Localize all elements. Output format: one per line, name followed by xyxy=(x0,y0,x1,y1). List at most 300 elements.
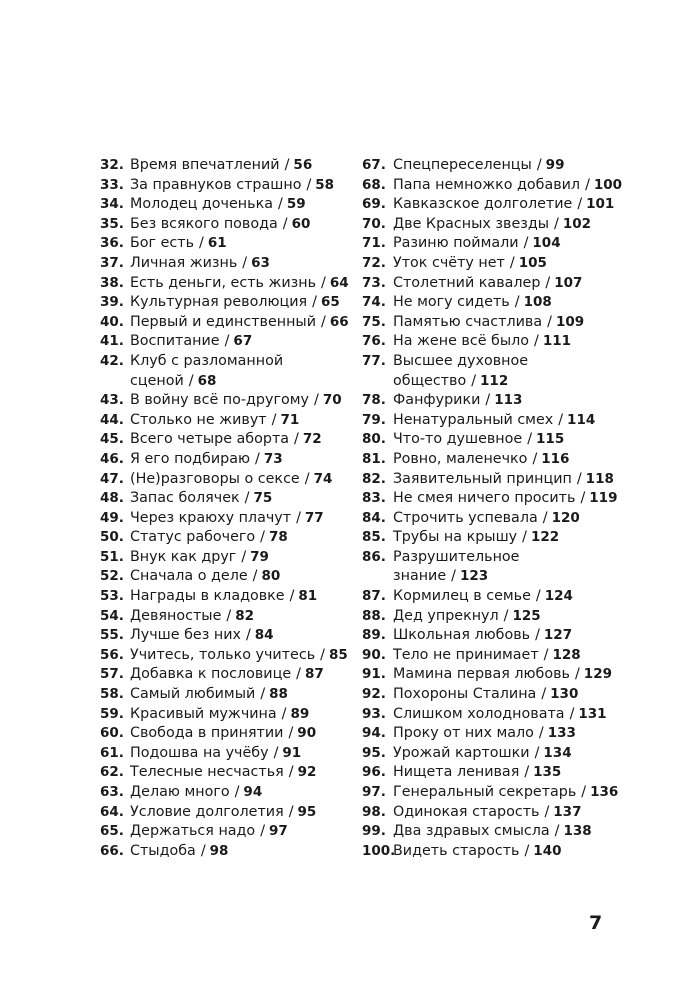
toc-entry-number: 75. xyxy=(362,313,386,330)
toc-entry xyxy=(362,548,612,587)
toc-entry-title: Фанфурики xyxy=(393,392,481,409)
toc-entry-number: 61. xyxy=(100,744,124,761)
toc-entry-body xyxy=(130,567,280,587)
toc-entry-title-line xyxy=(393,293,552,313)
toc-entry xyxy=(100,450,350,470)
toc-entry-title: Ненатуральный смех xyxy=(393,411,554,428)
toc-entry-body xyxy=(130,411,299,431)
toc-entry-title-line xyxy=(130,528,288,548)
toc-page-number: 131 xyxy=(578,705,607,722)
toc-entry xyxy=(100,313,350,333)
toc-separator: / xyxy=(289,588,295,605)
toc-entry-title-line xyxy=(393,646,581,666)
toc-page-number: 99 xyxy=(545,157,565,173)
toc-entry-body xyxy=(130,724,316,744)
toc-separator: / xyxy=(523,235,529,252)
toc-entry-number: 83. xyxy=(362,490,386,507)
toc-entry xyxy=(362,646,612,666)
toc-entry-number: 34. xyxy=(100,196,124,213)
toc-entry-body xyxy=(393,156,564,176)
toc-entry xyxy=(362,705,612,725)
toc-entry-body xyxy=(393,254,547,274)
toc-entry-title-line xyxy=(393,528,559,548)
toc-separator: / xyxy=(296,666,301,683)
toc-entry-body xyxy=(130,489,272,509)
toc-entry-title-line xyxy=(130,215,310,235)
toc-entry xyxy=(100,489,350,509)
toc-entry-body xyxy=(393,450,569,470)
toc-entry-title-line xyxy=(393,842,561,862)
toc-page-number: 104 xyxy=(532,235,561,252)
toc-separator: / xyxy=(534,744,540,761)
toc-entry-title-line xyxy=(393,411,595,431)
toc-entry-title: Спецпереселенцы xyxy=(393,157,532,173)
toc-entry-title: Видеть старость xyxy=(393,842,520,859)
toc-entry-title: Личная жизнь xyxy=(130,254,238,271)
toc-page-number: 135 xyxy=(533,764,562,781)
toc-entry-body xyxy=(393,587,573,607)
toc-entry xyxy=(362,450,612,470)
toc-entry-title: Статус рабочего xyxy=(130,529,256,546)
toc-page-number: 91 xyxy=(282,744,302,761)
toc-entry-number: 81. xyxy=(362,450,386,467)
toc-entry-title: Есть деньги, есть жизнь xyxy=(130,274,317,291)
toc-page-number: 113 xyxy=(494,392,523,409)
toc-separator: / xyxy=(281,705,287,722)
toc-separator: / xyxy=(271,411,277,428)
toc-page-number: 58 xyxy=(315,176,335,193)
toc-entry-body xyxy=(393,803,581,823)
toc-entry-title: Стыдоба xyxy=(130,842,196,859)
toc-entry-number: 41. xyxy=(100,333,124,350)
toc-entry xyxy=(100,548,350,568)
toc-entry-body xyxy=(130,352,283,391)
toc-separator: / xyxy=(524,842,530,859)
toc-separator: / xyxy=(244,490,250,507)
toc-entry-title-line xyxy=(393,803,581,823)
toc-entry-number: 85. xyxy=(362,529,386,546)
toc-entry-title-line xyxy=(130,176,334,196)
toc-separator: / xyxy=(273,744,279,761)
toc-entry-body xyxy=(393,509,580,529)
toc-entry-number: 79. xyxy=(362,411,386,428)
toc-separator: / xyxy=(535,627,540,644)
toc-entry xyxy=(362,744,612,764)
toc-entry-title-line xyxy=(130,254,270,274)
toc-separator: / xyxy=(252,568,258,585)
toc-entry-title-line xyxy=(130,783,262,803)
toc-entry-title-line xyxy=(393,372,528,392)
toc-entry-title-line xyxy=(393,234,561,254)
toc-entry-title: Столетний кавалер xyxy=(393,274,541,291)
toc-entry-title: Строчить успевала xyxy=(393,509,538,526)
toc-entry xyxy=(100,705,350,725)
toc-page-number: 67 xyxy=(233,333,253,350)
toc-separator: / xyxy=(580,490,586,507)
toc-separator: / xyxy=(199,235,204,252)
toc-separator: / xyxy=(534,333,539,350)
toc-page-number: 64 xyxy=(329,274,349,291)
toc-entry-title-line xyxy=(393,763,561,783)
toc-entry-title-line xyxy=(130,489,272,509)
toc-entry-body xyxy=(393,783,618,803)
toc-separator: / xyxy=(288,803,294,820)
toc-entry-body xyxy=(393,548,519,587)
toc-entry xyxy=(100,744,350,764)
toc-entry-body xyxy=(130,763,316,783)
toc-entry-title-line xyxy=(130,646,348,666)
toc-separator: / xyxy=(451,568,456,585)
toc-entry-title-line xyxy=(130,548,269,568)
toc-entry-body xyxy=(393,332,571,352)
toc-entry-body xyxy=(393,234,561,254)
toc-entry-number: 72. xyxy=(362,254,386,271)
toc-entry xyxy=(362,763,612,783)
toc-entry-number: 64. xyxy=(100,803,124,820)
toc-entry-body xyxy=(130,528,288,548)
toc-page-number: 134 xyxy=(543,744,572,761)
toc-separator: / xyxy=(485,392,491,409)
toc-entry-body xyxy=(130,215,310,235)
toc-entry-body xyxy=(130,234,227,254)
toc-entry xyxy=(362,803,612,823)
toc-entry-title-line xyxy=(393,274,582,294)
toc-entry xyxy=(100,685,350,705)
toc-entry-title-line xyxy=(130,293,340,313)
toc-entry xyxy=(100,626,350,646)
toc-entry xyxy=(100,646,350,666)
toc-entry-title-line xyxy=(130,626,274,646)
toc-separator: / xyxy=(226,607,232,624)
toc-separator: / xyxy=(241,548,247,565)
toc-separator: / xyxy=(224,333,230,350)
toc-entry-number: 57. xyxy=(100,666,124,683)
toc-page-number: 130 xyxy=(550,686,579,703)
toc-separator: / xyxy=(542,509,548,526)
toc-separator: / xyxy=(304,470,310,487)
toc-entry-body xyxy=(393,646,581,666)
toc-entry-number: 60. xyxy=(100,725,124,742)
toc-entry xyxy=(362,293,612,313)
toc-entry-body xyxy=(393,489,617,509)
toc-entry-title-line xyxy=(130,156,312,176)
toc-entry-title-line xyxy=(130,724,316,744)
toc-entry-number: 40. xyxy=(100,313,124,330)
toc-entry xyxy=(362,470,612,490)
toc-entry-body xyxy=(393,430,564,450)
toc-entry-body xyxy=(393,626,572,646)
toc-entry-title: Папа немножко добавил xyxy=(393,176,581,193)
toc-entry-title: Разрушительное xyxy=(393,548,520,565)
toc-entry-title: Сначала о деле xyxy=(130,568,248,585)
toc-entry-number: 45. xyxy=(100,431,124,448)
toc-entry xyxy=(100,528,350,548)
toc-entry-body xyxy=(130,176,334,196)
toc-entry-title-line xyxy=(393,665,612,685)
toc-entry xyxy=(362,254,612,274)
toc-entry-title: Кавказское долголетие xyxy=(393,196,573,213)
toc-entry-title-line xyxy=(393,548,519,568)
toc-entry-title: За правнуков страшно xyxy=(130,176,302,193)
toc-page-number: 138 xyxy=(563,823,592,840)
toc-entry-title: Девяностые xyxy=(130,607,222,624)
toc-entry-number: 97. xyxy=(362,784,386,800)
toc-entry xyxy=(362,430,612,450)
toc-entry-title-line xyxy=(130,509,324,529)
toc-entry xyxy=(100,783,350,803)
toc-entry-title: Свобода в принятии xyxy=(130,725,284,742)
toc-entry-number: 96. xyxy=(362,764,386,781)
toc-page-number: 120 xyxy=(551,509,580,526)
toc-separator: / xyxy=(288,725,294,742)
toc-separator: / xyxy=(294,431,299,448)
toc-entry-title: Я его подбираю xyxy=(130,450,251,467)
toc-entry xyxy=(362,332,612,352)
toc-entry-body xyxy=(393,842,561,862)
toc-page-number: 71 xyxy=(280,411,300,428)
toc-entry xyxy=(100,763,350,783)
toc-entry-number: 98. xyxy=(362,803,386,820)
toc-entry-body xyxy=(393,391,522,411)
toc-entry xyxy=(100,470,350,490)
toc-entry-number: 88. xyxy=(362,607,386,624)
toc-entry-title-line xyxy=(393,450,569,470)
toc-entry-title-line xyxy=(130,411,299,431)
toc-separator: / xyxy=(581,784,587,800)
toc-entry-body xyxy=(393,685,578,705)
toc-entry-title-line xyxy=(393,822,592,842)
toc-entry-title: Учитесь, только учитесь xyxy=(130,646,316,663)
toc-entry-number: 50. xyxy=(100,529,124,546)
toc-entry-title: Два здравых смысла xyxy=(393,823,550,840)
toc-entry xyxy=(100,195,350,215)
toc-entry-number: 56. xyxy=(100,646,124,663)
toc-entry xyxy=(362,626,612,646)
toc-page-number: 63 xyxy=(251,254,270,271)
toc-separator: / xyxy=(320,646,325,663)
toc-page-number: 89 xyxy=(290,705,310,722)
toc-page-number: 105 xyxy=(518,254,547,271)
toc-entry-number: 48. xyxy=(100,490,124,507)
toc-page-number: 80 xyxy=(261,568,281,585)
toc-entry-body xyxy=(393,352,528,391)
toc-entry-title-line xyxy=(130,607,254,627)
toc-entry-body xyxy=(393,607,541,627)
toc-entry xyxy=(362,489,618,509)
toc-page-number: 72 xyxy=(302,431,322,448)
toc-entry-number: 100. xyxy=(362,842,396,859)
toc-entry-title-line xyxy=(130,450,283,470)
toc-entry xyxy=(362,587,612,607)
toc-entry xyxy=(100,665,350,685)
toc-entry xyxy=(362,607,612,627)
toc-page-number: 70 xyxy=(322,392,342,409)
toc-entry-number: 43. xyxy=(100,392,124,409)
toc-page-number: 73 xyxy=(263,450,283,467)
toc-entry-title-line xyxy=(130,332,252,352)
toc-entry-number: 35. xyxy=(100,215,124,232)
toc-page-number: 88 xyxy=(269,686,288,703)
toc-entry-number: 93. xyxy=(362,705,386,722)
toc-entry xyxy=(362,411,612,431)
toc-entry xyxy=(100,293,350,313)
toc-entry xyxy=(100,509,350,529)
toc-entry-body xyxy=(130,803,316,823)
toc-page-number: 115 xyxy=(536,431,565,448)
toc-page-number: 61 xyxy=(207,235,227,252)
toc-entry-title: Столько не живут xyxy=(130,411,267,428)
toc-entry-number: 33. xyxy=(100,176,124,193)
toc-entry-body xyxy=(130,685,288,705)
toc-separator: / xyxy=(544,803,550,820)
toc-page-number: 102 xyxy=(562,215,592,232)
toc-entry-title-line xyxy=(130,430,322,450)
toc-page-number: 97 xyxy=(269,823,288,840)
toc-separator: / xyxy=(284,157,290,173)
toc-entry-number: 84. xyxy=(362,509,386,526)
toc-separator: / xyxy=(245,627,251,644)
toc-entry-number: 55. xyxy=(100,627,124,644)
toc-entry-number: 51. xyxy=(100,548,124,565)
toc-entry xyxy=(100,352,350,391)
toc-separator: / xyxy=(558,411,564,428)
toc-entry-body xyxy=(130,332,252,352)
toc-entry-title-line xyxy=(130,587,317,607)
toc-entry-body xyxy=(393,724,576,744)
toc-entry-body xyxy=(393,822,592,842)
toc-entry-title: Школьная любовь xyxy=(393,627,531,644)
toc-entry-body xyxy=(130,646,348,666)
toc-entry-title: Заявительный принцип xyxy=(393,470,572,487)
toc-separator: / xyxy=(306,176,312,193)
toc-entry-body xyxy=(130,842,228,862)
toc-entry-title: Бог есть xyxy=(130,235,195,252)
toc-entry xyxy=(362,724,612,744)
toc-entry-number: 65. xyxy=(100,823,124,840)
toc-entry-number: 68. xyxy=(362,176,386,193)
toc-entry-title-line xyxy=(130,842,228,862)
toc-entry-body xyxy=(130,313,349,333)
toc-entry-title: Памятью счастлива xyxy=(393,313,543,330)
toc-separator: / xyxy=(260,823,266,840)
toc-entry-title: Воспитание xyxy=(130,333,220,350)
toc-entry xyxy=(362,176,623,196)
toc-separator: / xyxy=(277,196,283,213)
toc-entry-title: Подошва на учёбу xyxy=(130,744,269,761)
toc-entry-title: Урожай картошки xyxy=(393,744,530,761)
toc-page-number: 107 xyxy=(554,274,583,291)
toc-entry-body xyxy=(393,274,582,294)
toc-separator: / xyxy=(522,529,527,546)
toc-separator: / xyxy=(514,294,520,311)
toc-page-number: 98 xyxy=(209,842,229,859)
toc-entry-body xyxy=(130,195,306,215)
toc-entry-body xyxy=(393,665,612,685)
toc-entry xyxy=(362,313,612,333)
toc-entry-title: Нищета ленивая xyxy=(393,764,520,781)
toc-separator: / xyxy=(574,666,580,683)
toc-entry xyxy=(362,685,612,705)
toc-entry-number: 91. xyxy=(362,666,386,683)
toc-entry-title-line xyxy=(393,626,572,646)
toc-page-number: 75 xyxy=(253,490,273,507)
toc-page-number: 108 xyxy=(523,294,552,311)
toc-entry-number: 66. xyxy=(100,842,124,859)
toc-entry-number: 82. xyxy=(362,470,386,487)
toc-entry xyxy=(362,509,612,529)
toc-separator: / xyxy=(538,725,544,742)
toc-entry-body xyxy=(130,156,312,176)
toc-entry-body xyxy=(130,470,332,490)
toc-entry-body xyxy=(130,783,262,803)
toc-entry-number: 74. xyxy=(362,294,386,311)
toc-entry-title: Слишком холодновата xyxy=(393,705,565,722)
toc-entry-number: 89. xyxy=(362,627,386,644)
toc-entry xyxy=(100,254,350,274)
toc-entry-title: Не смея ничего просить xyxy=(393,490,576,507)
toc-page-number: 140 xyxy=(533,842,562,859)
toc-entry xyxy=(362,352,612,391)
toc-page-number: 92 xyxy=(297,764,317,781)
toc-separator: / xyxy=(471,372,477,389)
toc-entry-title-line xyxy=(130,744,301,764)
toc-page-number: 116 xyxy=(541,450,570,467)
toc-entry-body xyxy=(130,430,322,450)
toc-entry-number: 80. xyxy=(362,431,386,448)
toc-entry xyxy=(362,842,612,862)
toc-entry-number: 49. xyxy=(100,509,124,526)
toc-entry-title-line xyxy=(393,567,519,587)
toc-entry-title: Без всякого повода xyxy=(130,215,278,232)
toc-entry-title: Две Красных звезды xyxy=(393,215,550,232)
toc-separator: / xyxy=(585,176,590,193)
toc-separator: / xyxy=(188,372,194,389)
toc-page-number: 95 xyxy=(297,803,317,820)
toc-entry-title-line xyxy=(393,176,622,196)
toc-entry-title-line xyxy=(130,803,316,823)
toc-entry-title: Высшее духовное xyxy=(393,352,529,369)
toc-entry-body xyxy=(130,665,324,685)
toc-separator: / xyxy=(321,274,326,291)
toc-page-number: 112 xyxy=(480,372,509,389)
toc-entry-title: Первый и единственный xyxy=(130,313,317,330)
toc-entry-title-line xyxy=(393,313,584,333)
toc-entry-body xyxy=(130,548,269,568)
toc-entry-number: 47. xyxy=(100,470,124,487)
toc-page-number: 109 xyxy=(555,313,585,330)
toc-separator: / xyxy=(576,470,582,487)
toc-entry-title: Запас болячек xyxy=(130,490,240,507)
toc-entry xyxy=(362,665,612,685)
toc-page-number: 82 xyxy=(235,607,254,624)
toc-entry-title-line xyxy=(393,254,547,274)
toc-entry-title-line xyxy=(130,665,324,685)
toc-entry-title: Похороны Сталина xyxy=(393,686,537,703)
toc-separator: / xyxy=(200,842,206,859)
toc-entry-number: 86. xyxy=(362,548,386,565)
toc-entry xyxy=(100,215,350,235)
toc-entry xyxy=(100,587,350,607)
toc-entry-title-line xyxy=(393,195,614,215)
toc-entry-number: 87. xyxy=(362,588,386,605)
toc-entry xyxy=(100,430,350,450)
toc-page-number: 65 xyxy=(320,294,340,311)
toc-entry-title: Условие долголетия xyxy=(130,803,284,820)
toc-entry-title: Держаться надо xyxy=(130,823,256,840)
toc-entry xyxy=(100,842,350,862)
toc-entry-title: Что-то душевное xyxy=(393,431,523,448)
toc-entry-title: Лучше без них xyxy=(130,627,241,644)
